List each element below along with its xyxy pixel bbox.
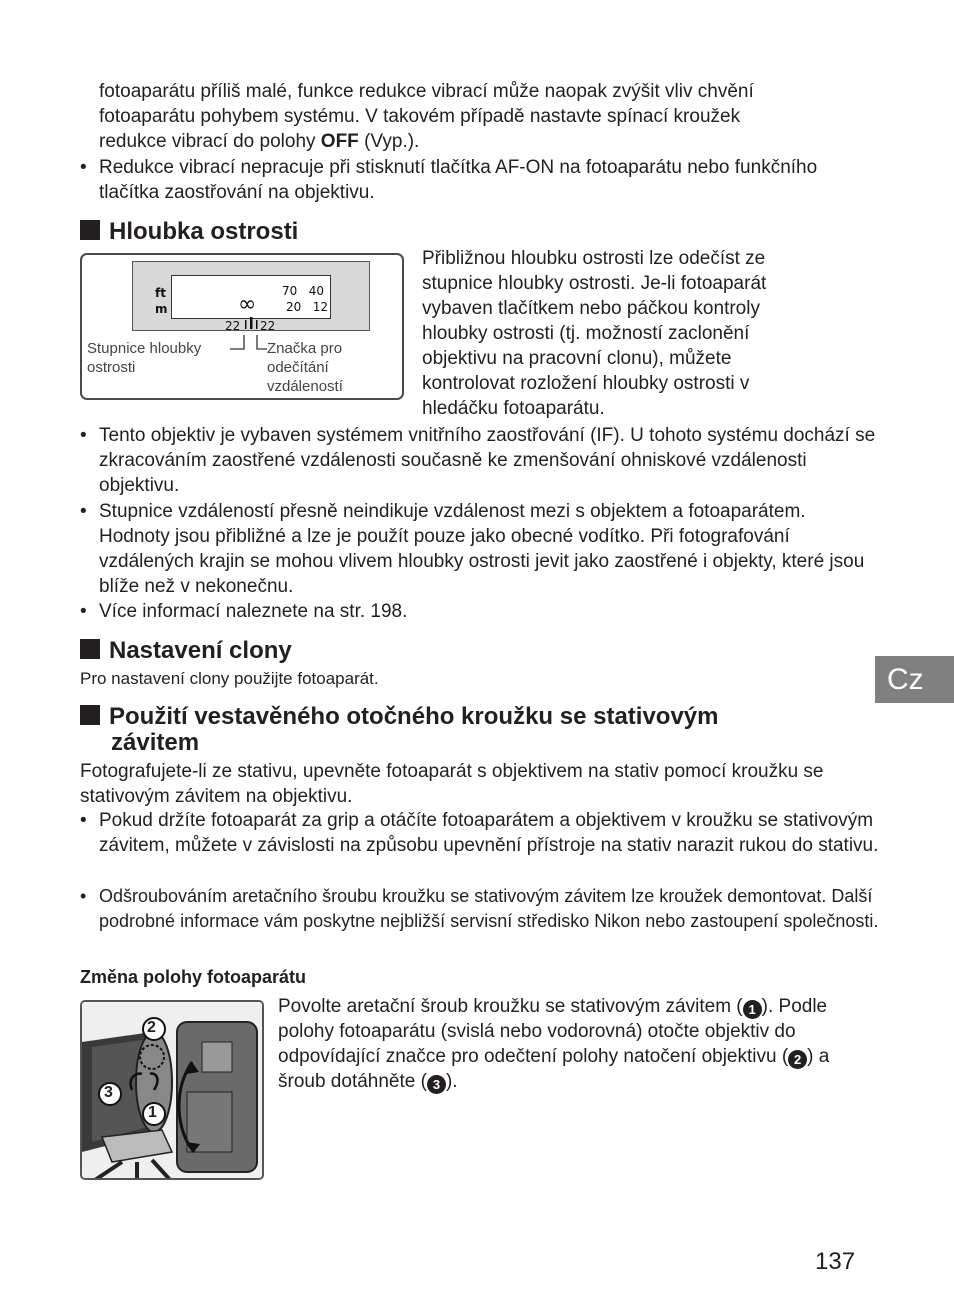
tripod-step-text	[278, 994, 848, 1094]
intro-line-3	[99, 129, 859, 154]
intro-line-3-post: (Vyp.).	[358, 131, 420, 152]
heading-square-icon	[80, 705, 100, 725]
page-number: 137	[815, 1248, 856, 1275]
heading-square-icon	[80, 220, 100, 240]
step-number-1: 1	[743, 1000, 762, 1019]
heading-square-icon	[80, 639, 100, 659]
tripod-heading-2: závitem	[111, 729, 200, 756]
dof-heading	[80, 219, 298, 245]
aperture-left: 22	[225, 319, 241, 333]
infinity-mark: ∞	[238, 292, 257, 317]
camera-rotation-figure	[80, 1000, 264, 1180]
intro-line-3-text: redukce vibrací do polohy	[99, 131, 321, 152]
tripod-subheading: Změna polohy fotoaparátu	[80, 967, 307, 987]
tripod-bullet-1: • Pokud držíte fotoaparát za grip a otáčíte fotoaparátem a objektivem v kroužku se stativovým závitem, můžete v závislosti na způsobu upevnění přístroje na stativ narazit rukou do stativu.	[80, 808, 879, 858]
aperture-heading	[80, 638, 292, 664]
intro-line-2: fotoaparátu pohybem systému. V takovém případě nastavte spínací kroužek	[99, 106, 741, 127]
off-label: OFF	[320, 131, 359, 152]
callout-1: 1	[148, 1104, 157, 1121]
dof-bullet-3: • Více informací naleznete na str. 198.	[80, 599, 879, 624]
tripod-heading-line-1: Použití vestavěného otočného kroužku se stativovým	[109, 703, 719, 730]
dof-text: Přibližnou hloubku ostrosti lze odečíst ze stupnice hloubky ostrosti. Je-li fotoaparát vybaven tlačítkem nebo páčkou kontroly hloubky ostrosti (tj. možností zaclonění objektivu na pracovní clonu), můžete kontrolovat rozložení hloubky ostrosti v hledáčku fotoaparátu.	[422, 248, 767, 419]
dof-bullet-2: • Stupnice vzdáleností přesně neindikuje vzdálenost mezi s objektem a fotoaparátem. Hodnoty jsou přibližné a lze je použít pouze jako obecné vodítko. Při fotografování vzdálených krajin se mohou vlivem hloubky ostrosti jevit jako zaostřené i objekty, které jsou blíže než v nekonečnu.	[80, 499, 879, 599]
step-number-3: 3	[427, 1075, 446, 1094]
unit-ft: ft	[155, 286, 166, 300]
tripod-heading	[80, 704, 719, 730]
m-values: 20 12	[286, 300, 328, 314]
step-text-part-1: Povolte aretační šroub kroužku se stativovým závitem (	[278, 996, 743, 1017]
label-dof-scale: Stupnice hloubky ostrosti	[87, 340, 202, 376]
tripod-bullet-2: • Odšroubováním aretačního šroubu kroužku se stativovým závitem lze kroužek demontovat. Další podrobné informace vám poskytne nejbližší servisní středisko Nikon nebo zastoupení společnosti.	[80, 884, 879, 934]
step-number-2: 2	[788, 1050, 807, 1069]
intro-bullet: • Redukce vibrací nepracuje při stisknutí tlačítka AF-ON na fotoaparátu nebo funkčního tlačítka zaostřování na objektivu.	[80, 155, 879, 205]
unit-m: m	[155, 302, 168, 316]
language-tab: Cz	[875, 656, 954, 703]
step-text-part-4: ).	[445, 1071, 458, 1092]
intro-line-1: fotoaparátu příliš malé, funkce redukce vibrací může naopak zvýšit vliv chvění	[99, 81, 754, 102]
callout-3: 3	[104, 1084, 113, 1101]
aperture-heading-text: Nastavení clony	[109, 637, 292, 664]
callout-2: 2	[147, 1019, 156, 1036]
tripod-text: Fotografujete-li ze stativu, upevněte fotoaparát s objektivem na stativ pomocí kroužku se stativovým závitem na objektivu.	[80, 761, 824, 807]
dof-heading-text: Hloubka ostrosti	[109, 218, 299, 245]
aperture-text: Pro nastavení clony použijte fotoaparát.	[80, 669, 379, 688]
dof-bullet-1: • Tento objektiv je vybaven systémem vnitřního zaostřování (IF). U tohoto systému dochází se zkracováním zaostřené vzdálenosti současně ke zmenšování ohniskové vzdálenosti objektivu.	[80, 423, 879, 498]
step-text-part-2: ). Podle polohy fotoaparátu (svislá nebo vodorovná) otočte objektiv do odpovídající značce pro odečtení polohy natočení objektivu (	[278, 996, 828, 1067]
aperture-right: 22	[260, 319, 276, 333]
label-distance-mark: Značka pro odečítání vzdáleností	[267, 340, 343, 395]
step-text-part-3: ) a šroub dotáhněte (	[278, 1046, 830, 1092]
ft-values: 70 40	[282, 284, 324, 298]
dof-figure	[80, 253, 404, 400]
